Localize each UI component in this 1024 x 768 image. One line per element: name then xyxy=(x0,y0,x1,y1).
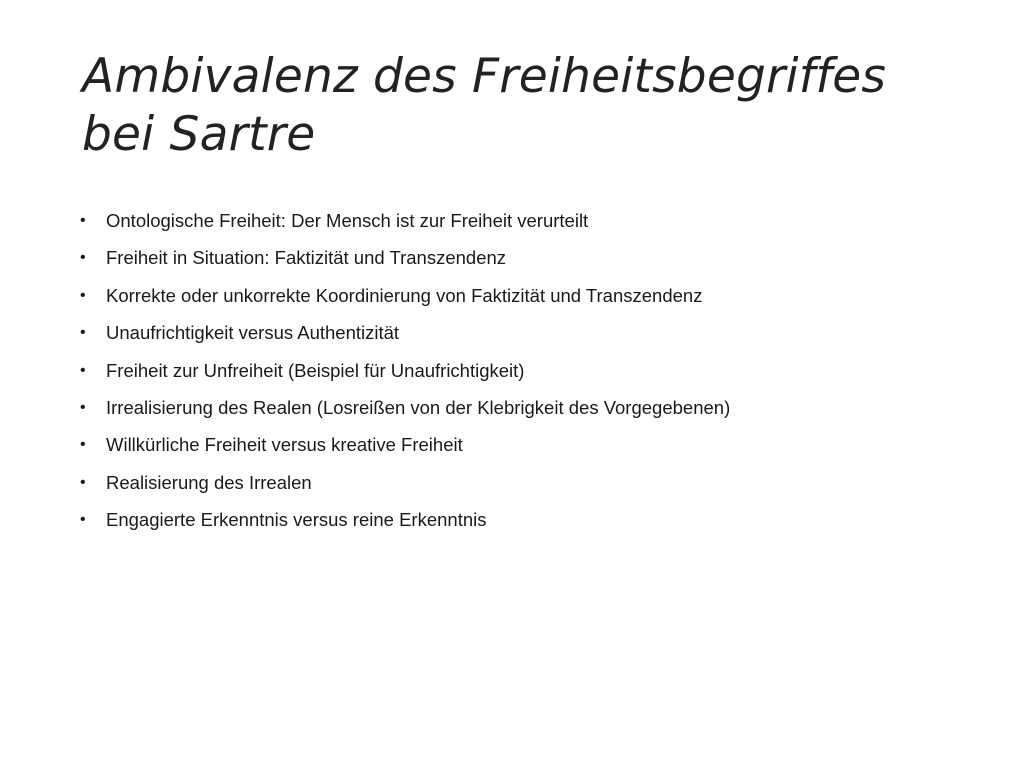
bullet-item xyxy=(80,245,940,282)
bullet-text: Freiheit in Situation: Faktizität und Transzendenz xyxy=(106,247,507,269)
bullet-item xyxy=(80,283,940,320)
bullet-point-icon: • xyxy=(80,436,86,454)
bullet-point-icon: • xyxy=(80,324,86,342)
bullet-text: Freiheit zur Unfreiheit (Beispiel für Unaufrichtigkeit) xyxy=(106,359,525,381)
bullet-item xyxy=(80,320,940,357)
bullet-text: Irrealisierung des Realen (Losreißen von der Klebrigkeit des Vorgegebenen) xyxy=(106,396,731,418)
bullet-point-icon: • xyxy=(80,212,86,229)
bullet-text: Ontologische Freiheit: Der Mensch ist zur Freiheit verurteilt xyxy=(106,210,589,231)
bullet-item xyxy=(80,470,940,507)
slide-title-line: Ambivalenz des Freiheitsbegriffes xyxy=(82,49,887,104)
slide-title xyxy=(82,48,962,164)
bullet-point-icon: • xyxy=(80,286,86,304)
bullet-point-icon: • xyxy=(80,511,86,529)
bullet-text: Engagierte Erkenntnis versus reine Erkenntnis xyxy=(106,509,487,531)
bullet-text: Willkürliche Freiheit versus kreative Freiheit xyxy=(106,434,463,456)
bullet-item xyxy=(80,432,940,469)
bullet-item xyxy=(80,507,940,544)
bullet-item xyxy=(80,358,940,395)
bullet-text: Unaufrichtigkeit versus Authentizität xyxy=(106,322,400,344)
bullet-text: Korrekte oder unkorrekte Koordinierung von Faktizität und Transzendenz xyxy=(106,284,703,306)
bullet-point-icon: • xyxy=(80,473,86,491)
bullet-item xyxy=(80,208,940,245)
bullet-list xyxy=(80,208,940,545)
bullet-item xyxy=(80,395,940,432)
bullet-text: Realisierung des Irrealen xyxy=(106,471,312,493)
slide-title-line: bei Sartre xyxy=(82,107,316,162)
bullet-point-icon: • xyxy=(80,398,86,416)
bullet-point-icon: • xyxy=(80,361,86,379)
bullet-point-icon: • xyxy=(80,249,86,267)
